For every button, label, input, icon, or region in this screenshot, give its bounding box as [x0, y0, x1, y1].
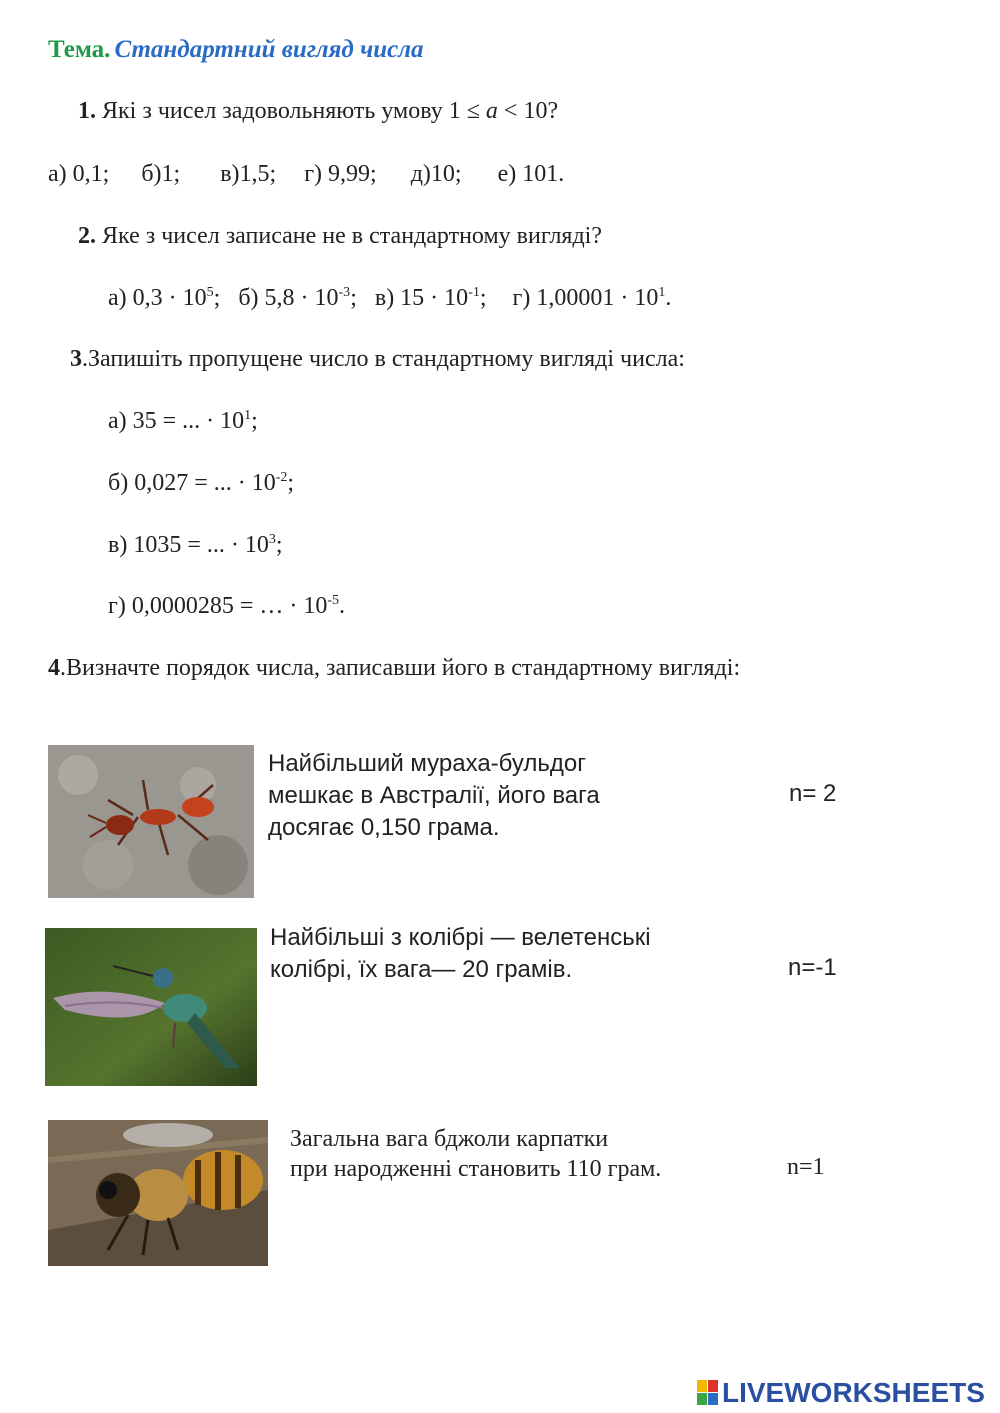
hummingbird-line: колібрі, їх вага— 20 грамів. — [270, 956, 573, 983]
ant-line: мешкає в Австралії, його вага — [268, 782, 600, 809]
bee-line: при народженні становить 110 грам. — [290, 1156, 662, 1182]
question-4 — [48, 655, 740, 682]
question-1-number: 1. — [78, 98, 96, 124]
q1-option: е) 101. — [497, 161, 565, 187]
question-3-number: 3 — [70, 346, 82, 372]
q2-option: в) $15 \cdot 10^{-1}$; — [374, 285, 487, 311]
q1-option: д)10; — [410, 161, 462, 187]
q1-option: г) 9,99; — [304, 161, 377, 187]
bee-description — [290, 1124, 661, 1184]
question-2 — [78, 223, 602, 250]
q1-option: б)1; — [141, 161, 181, 187]
question-1 — [78, 98, 558, 125]
ant-line: Найбільший мураха-бульдог — [268, 750, 586, 777]
tema-label: Тема. — [48, 36, 111, 63]
question-2-options — [108, 285, 671, 312]
bee-answer: n=1 — [787, 1154, 825, 1180]
question-3-text: .Запишіть пропущене число в стандартному вигляді числа: — [82, 346, 685, 372]
question-2-number: 2. — [78, 223, 96, 249]
q3-item: а) 35 = ... · $10^1$; — [108, 408, 258, 434]
question-2-text: Яке з чисел записане не в стандартному вигляді? — [102, 223, 603, 249]
bee-photo — [48, 1120, 268, 1266]
ant-answer: n= 2 — [789, 780, 837, 807]
brand-name: LIVEWORKSHEETS — [722, 1377, 985, 1408]
q2-option: г) $1,00001 \cdot 10^1$. — [512, 285, 672, 311]
ant-line: досягає 0,150 грама. — [268, 814, 500, 841]
question-1-text-end: < 10? — [503, 98, 559, 124]
question-4-text: .Визначте порядок числа, записавши його в стандартному вигляді: — [60, 655, 741, 681]
q2-option: б) $5,8 \cdot 10^{-3}$; — [238, 285, 357, 311]
hummingbird-photo — [45, 928, 257, 1086]
question-4-number: 4 — [48, 655, 60, 681]
bee-line: Загальна вага бджоли карпатки — [290, 1126, 609, 1152]
q1-option: а) 0,1; — [48, 161, 110, 187]
hummingbird-answer: n=-1 — [788, 954, 837, 981]
q3-item: г) 0,0000285 = … · $10^{-5}$. — [108, 593, 346, 619]
q1-option: в)1,5; — [220, 161, 277, 187]
q2-option: а) $0,3 \cdot 10^5$; — [108, 285, 221, 311]
question-1-text: Які з чисел задовольняють умову 1 ≤ — [102, 98, 480, 124]
question-1-variable: a — [485, 98, 498, 124]
hummingbird-line: Найбільші з колібрі — велетенські — [270, 924, 651, 951]
question-3 — [70, 346, 685, 373]
ant-photo — [48, 745, 254, 898]
ant-description — [268, 748, 600, 844]
q3-item: б) 0,027 = ... · $10^{-2}$; — [108, 470, 295, 496]
liveworksheets-logo — [697, 1376, 985, 1410]
hummingbird-description — [270, 922, 651, 986]
question-1-options — [48, 161, 564, 188]
topic-title: Стандартний вигляд числа — [114, 36, 424, 63]
liveworksheets-mark-icon — [697, 1380, 719, 1406]
q3-item: в) 1035 = ... · $10^3$; — [108, 532, 283, 558]
page-title — [48, 36, 424, 64]
